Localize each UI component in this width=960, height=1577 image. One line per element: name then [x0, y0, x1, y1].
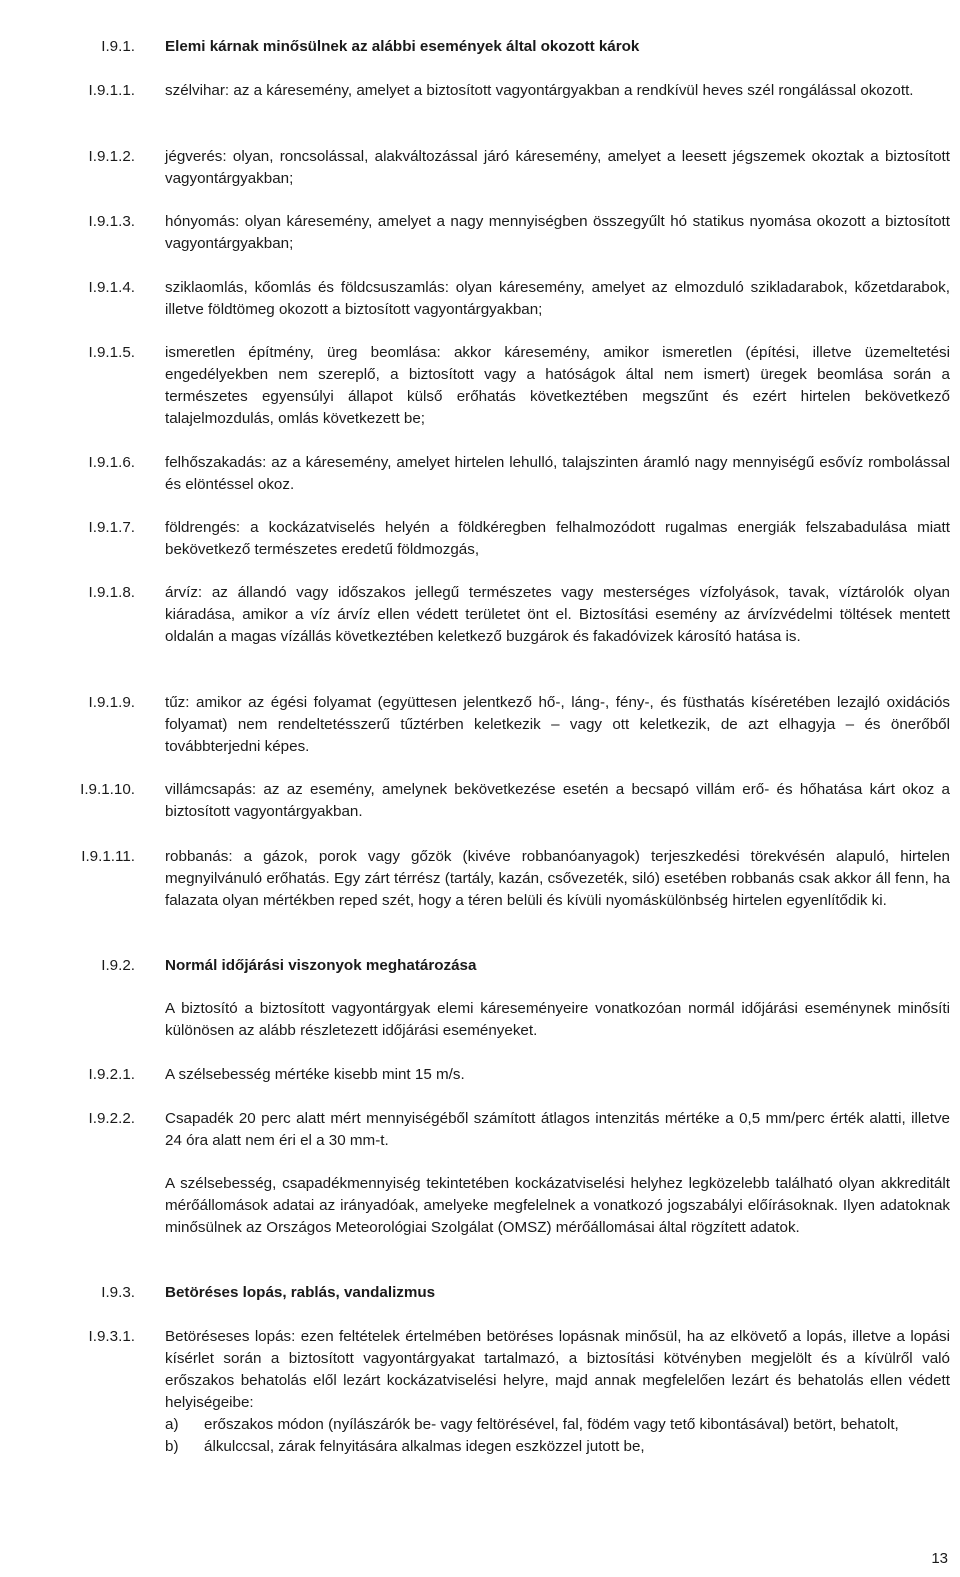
paragraph-text: A biztosító a biztosított vagyontárgyak elemi káreseményeire vonatkozóan normál időjárási eseménynek minősíti különösen az alább részletezett időjárási eseményeket.: [165, 1000, 950, 1039]
clause-number: I.9.1.5.: [88, 344, 135, 361]
section-number: I.9.3.: [101, 1284, 135, 1301]
list-marker: b): [165, 1438, 179, 1455]
clause-number: I.9.3.1.: [88, 1328, 135, 1345]
clause-text: A szélsebesség mértéke kisebb mint 15 m/s.: [165, 1066, 465, 1083]
clause-text: árvíz: az állandó vagy időszakos jellegű természetes vagy mesterséges vízfolyások, tavak, víztárolók olyan kiáradása, amikor a víz árvíz ellen védett területet önt el. Biztosítási esemény az árvízvédelmi töltések mentett oldalán a magas vízállás következtében keletkező buzgárok és fakadóvizek károsító hatása is.: [165, 584, 950, 645]
clause-number: I.9.1.7.: [88, 519, 135, 536]
list-item-text: álkulccsal, zárak felnyitására alkalmas idegen eszközzel jutott be,: [204, 1438, 645, 1455]
section-number: I.9.2.: [101, 957, 135, 974]
clause-number: I.9.1.10.: [80, 781, 135, 798]
section-title: Elemi kárnak minősülnek az alábbi események által okozott károk: [165, 38, 640, 55]
clause-text: jégverés: olyan, roncsolással, alakváltozással járó káresemény, amelyet a leesett jégszemek okoztak a biztosított vagyontárgyakban;: [165, 148, 950, 187]
list-item: [165, 1414, 950, 1436]
clause-text: tűz: amikor az égési folyamat (együttesen jelentkező hő-, láng-, fény-, és füsthatás kíséretében lezajló oxidációs folyamat) nem rendeltetésszerű tűztérben keletkezik – vagy ott keletkezik, de azt elhagyja – és önerőből továbbterjedni képes.: [165, 694, 950, 755]
page-number: 13: [931, 1550, 948, 1567]
section-title: Normál időjárási viszonyok meghatározása: [165, 957, 477, 974]
clause-number: I.9.1.3.: [88, 213, 135, 230]
clause-text: villámcsapás: az az esemény, amelynek bekövetkezése esetén a becsapó villám erő- és hőhatása kárt okoz a biztosított vagyontárgyakban.: [165, 781, 950, 820]
clause-text: földrengés: a kockázatviselés helyén a földkéregben felhalmozódott rugalmas energiák felszabadulása miatt bekövetkező természetes eredetű földmozgás,: [165, 519, 950, 558]
clause-number: I.9.2.2.: [88, 1110, 135, 1127]
clause-text: Betöréseses lopás: ezen feltételek értelmében betöréses lopásnak minősül, ha az elkövető a lopás, illetve a lopási kísérlet során a biztosított vagyontárgyakat tartalmazó, a biztosítási kötvényben megjelölt és a kívülről való erőszakos behatolás elől lezárt kockázatviselési helyre, majd annak megfelelően lezárt és behatolás ellen védett helyiségeibe:: [165, 1328, 950, 1411]
clause-text: ismeretlen építmény, üreg beomlása: akkor káresemény, amikor ismeretlen (építési, illetve üzemeltetési engedélyekben nem szereplő, a biztosított vagy a hatóságok által nem ismert) üregek beomlása során a természetes egyensúlyi állapot külső erőhatás következtében megszűnt és ezért hirtelen bekövetkező talajelmozdulás, omlás következett be;: [165, 344, 950, 427]
section-title: Betöréses lopás, rablás, vandalizmus: [165, 1284, 436, 1301]
clause-text: szélvihar: az a káresemény, amelyet a biztosított vagyontárgyakban a rendkívül heves szél rongálással okozott.: [165, 82, 914, 99]
clause-number: I.9.1.8.: [88, 584, 135, 601]
list-item-text: erőszakos módon (nyílászárók be- vagy feltörésével, fal, födém vagy tető kibontásával) betört, behatolt,: [204, 1416, 899, 1433]
clause-number: I.9.1.11.: [81, 848, 135, 865]
clause-text: Csapadék 20 perc alatt mért mennyiségéből számított átlagos intenzitás mértéke a 0,5 mm/perc érték alatti, illetve 24 óra alatt nem éri el a 30 mm-t.: [165, 1110, 950, 1149]
section-number: I.9.1.: [101, 38, 135, 55]
clause-number: I.9.1.2.: [88, 148, 135, 165]
clause-number: I.9.1.1.: [88, 82, 135, 99]
clause-number: I.9.2.1.: [88, 1066, 135, 1083]
clause-number: I.9.1.9.: [88, 694, 135, 711]
list-marker: a): [165, 1416, 179, 1433]
clause-number: I.9.1.4.: [88, 279, 135, 296]
paragraph-text: A szélsebesség, csapadékmennyiség tekintetében kockázatviselési helyhez legközelebb található olyan akkreditált mérőállomások adatai az irányadóak, amelyeke megfelelnek a vonatkozó jogszabályi előírásoknak. Ilyen adatoknak minősülnek az Országos Meteorológiai Szolgálat (OMSZ) mérőállomásai által rögzített adatok.: [165, 1175, 950, 1236]
clause-text: robbanás: a gázok, porok vagy gőzök (kivéve robbanóanyagok) terjeszkedési törekvésén alapuló, hirtelen megnyilvánuló erőhatás. Egy zárt térrész (tartály, kazán, csővezeték, siló) esetében robbanás csak akkor áll fenn, ha falazata olyan mértékben reped szét, hogy a téren belüli és kívüli nyomáskülönbség hirtelen egyenlítődik ki.: [165, 848, 950, 909]
clause-text: sziklaomlás, kőomlás és földcsuszamlás: olyan káresemény, amelyet az elmozduló szikladarabok, kőzetdarabok, illetve földtömeg okozott a biztosított vagyontárgyakban;: [165, 279, 950, 318]
clause-text: hónyomás: olyan káresemény, amelyet a nagy mennyiségben összegyűlt hó statikus nyomása okozott a biztosított vagyontárgyakban;: [165, 213, 950, 252]
clause-number: I.9.1.6.: [88, 454, 135, 471]
clause-body: [165, 1326, 950, 1458]
list-item: [165, 1436, 950, 1458]
clause-text: felhőszakadás: az a káresemény, amelyet hirtelen lehulló, talajszinten áramló nagy mennyiségű esővíz rombolással és elöntéssel okoz.: [165, 454, 950, 493]
